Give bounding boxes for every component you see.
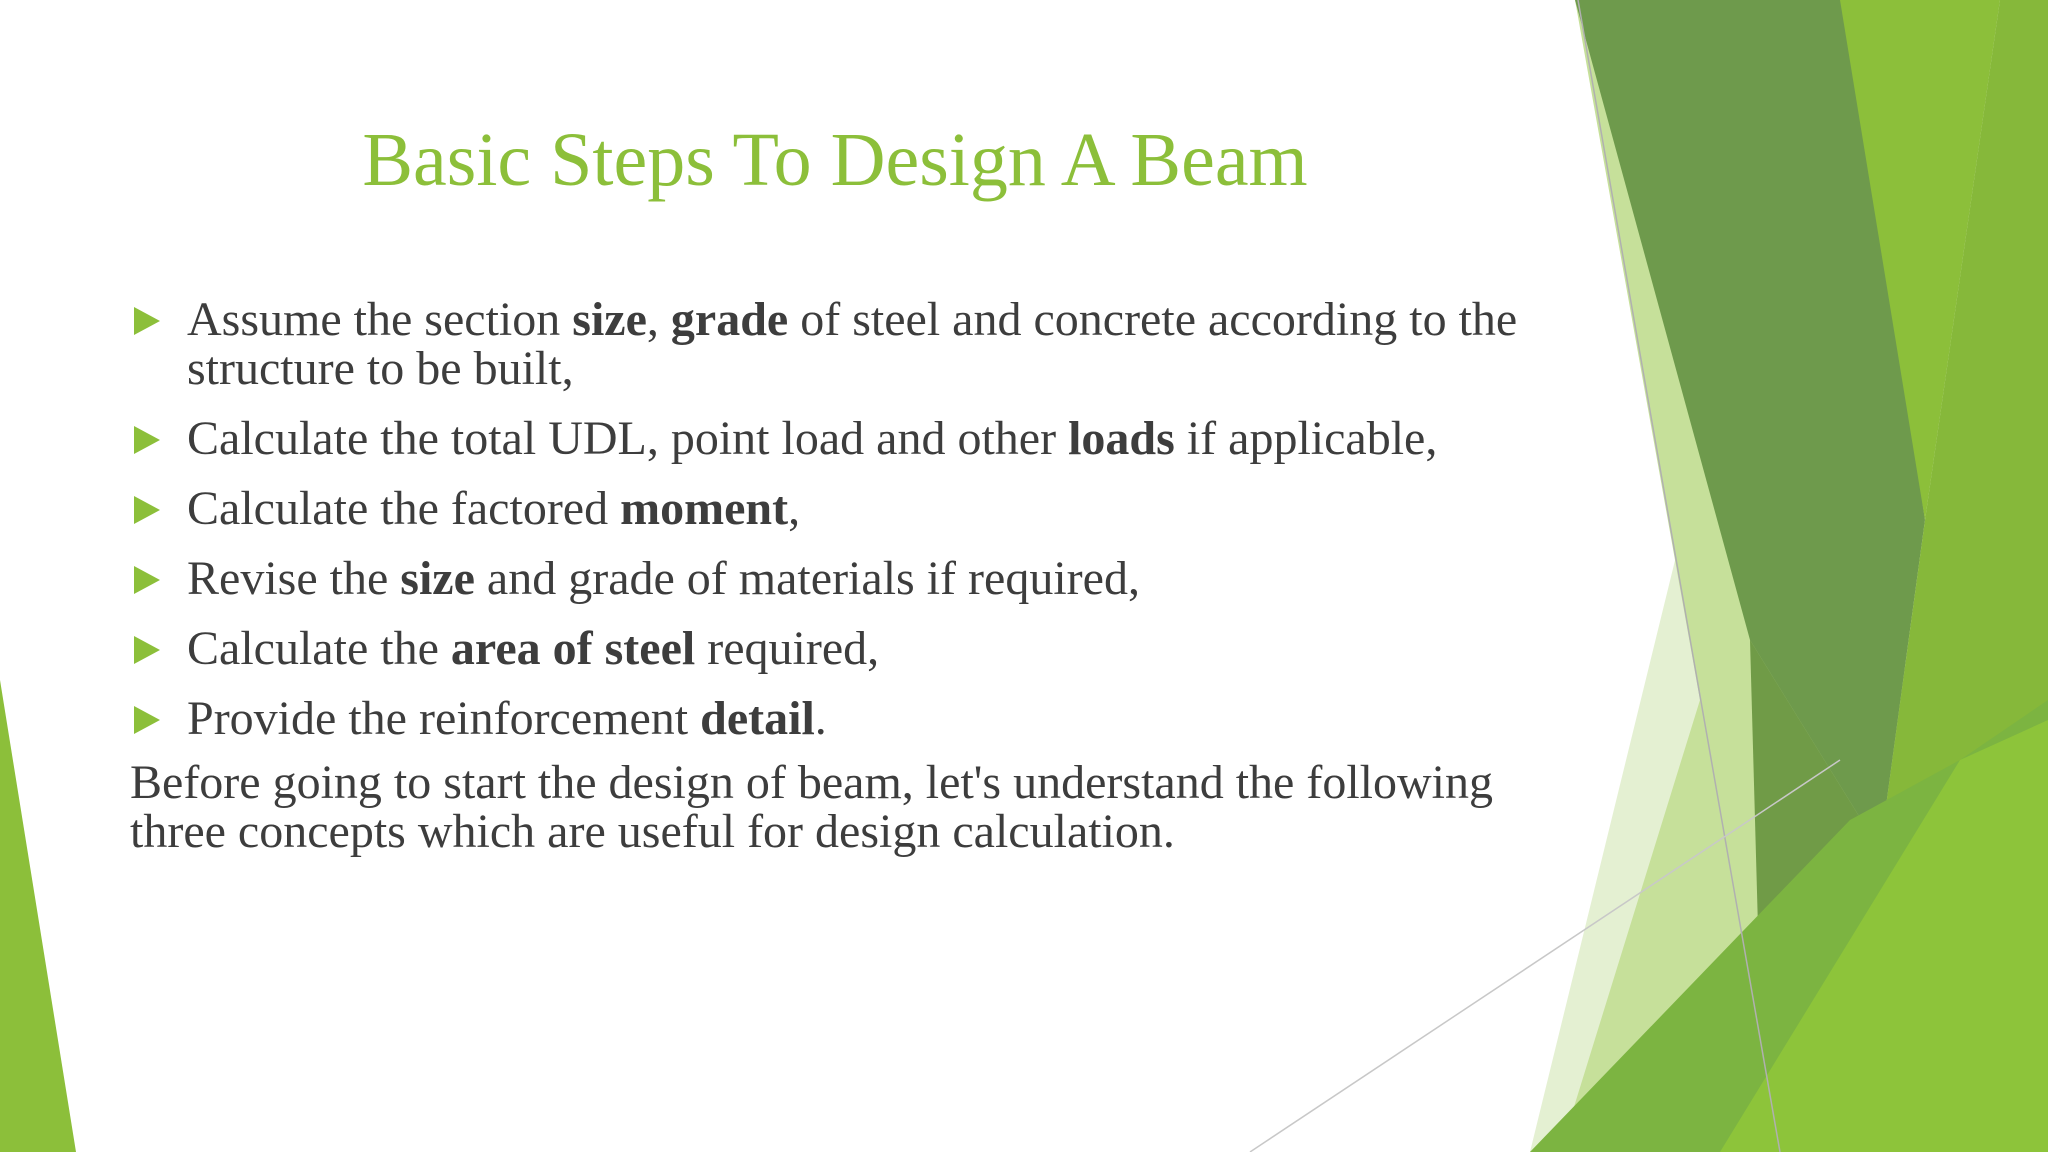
bullet-item: Calculate the area of steel required, — [130, 624, 1570, 673]
triangle-right-icon — [134, 706, 160, 734]
left-green-shape — [0, 680, 76, 1152]
bullet-item: Assume the section size, grade of steel and concrete according to the structure to be built, — [130, 295, 1570, 393]
triangle-right-icon — [134, 636, 160, 664]
triangle-right-icon — [134, 426, 160, 454]
slide-content — [130, 295, 1570, 856]
bullet-list — [130, 295, 1570, 743]
bullet-item: Provide the reinforcement detail. — [130, 694, 1570, 743]
triangle-right-icon — [134, 307, 160, 335]
bullet-item: Revise the size and grade of materials if required, — [130, 554, 1570, 603]
triangle-right-icon — [134, 496, 160, 524]
slide-title: Basic Steps To Design A Beam — [362, 118, 1308, 202]
bullet-item: Calculate the factored moment, — [130, 484, 1570, 533]
bullet-item: Calculate the total UDL, point load and other loads if applicable, — [130, 414, 1570, 463]
triangle-right-icon — [134, 566, 160, 594]
closing-note: Before going to start the design of beam, let's understand the following three concepts which are useful for design calculation. — [130, 756, 1494, 858]
